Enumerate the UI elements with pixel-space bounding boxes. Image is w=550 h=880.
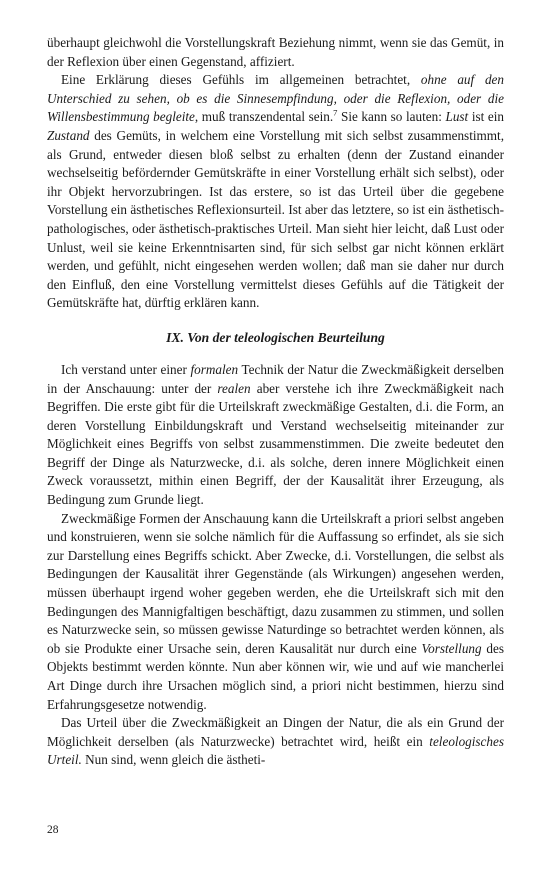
paragraph-formal-real-technique: [47, 361, 504, 510]
continued-paragraph: [47, 34, 504, 71]
paragraph-text: Eine Erklärung dieses Gefühls im allgemeinen betrachtet,: [61, 72, 421, 88]
italic-term-zustand: Zustand: [47, 127, 90, 143]
paragraph-text: Zweckmäßige Formen der Anschauung kann die Urteilskraft a priori selbst angeben und konstruieren, wenn sie solche nämlich für die Auffassung so erfindet, als sie sich zur Darstellung eines Begriffs schickt. Aber Zwecke, d.i. Vorstellungen, die selbst als Bedingungen der Kausalität ihrer Gegenstände (als Wirkungen) angesehen werden, müssen überhaupt irgend woher gegeben werden, ehe die Urteilskraft sich mit den Bedingungen des Mannigfaltigen beschäftigt, dazu zusammen zu stimmen, und sollen es Naturzwecke sein, so müssen gewisse Naturdinge so betrachtet werden können, als ob sie Produkte einer Ursache sein, deren Kausalität nur durch eine: [47, 510, 504, 656]
italic-term-realen: realen: [217, 380, 251, 396]
paragraph-text: aber verstehe ich ihre Zweckmäßigkeit nach Begriffen. Die erste gibt für die Urteilskraft zweckmäßige Gestalten, d.i. die Form, an deren Vorstellung Einbildungskraft und Verstand wechselseitig miteinander zur Möglichkeit eines Begriffs von selbst zusammenstimmen. Die zweite bedeutet den Begriff der Dinge als Naturzwecke, d.i. als solche, deren innere Möglichkeit einen Zweck voraussetzt, mithin einen Begriff, der der Kausalität ihrer Erzeugung, als Bedingung zum Grunde liegt.: [47, 380, 504, 508]
paragraph-text: Nun sind, wenn gleich die ästheti-: [81, 752, 266, 768]
paragraph-text: ist ein: [468, 109, 504, 125]
footnote-marker: 7: [333, 107, 338, 118]
italic-phrase: ohne auf den Unterschied zu sehen, ob es die Sinnesempfindung, oder die Reflexion, oder die Willensbestimmung begleite: [47, 72, 504, 125]
paragraph-teleological-judgment: [47, 714, 504, 770]
page-content: [47, 34, 504, 770]
paragraph-purposive-forms: [47, 510, 504, 715]
paragraph-text: Ich verstand unter einer: [61, 361, 191, 377]
italic-term-vorstellung: Vorstellung: [421, 640, 482, 656]
paragraph-text: Das Urteil über die Zweckmäßigkeit an Dingen der Natur, die als ein Grund der Möglichkeit derselben (als Naturzwecke) betrachtet wird, heißt ein: [47, 715, 504, 749]
paragraph-text: des Objekts bestimmt werden könnte. Nun aber können wir, wie und auf wie mancherlei Art Dinge durch ihre Ursachen möglich sind, a priori nicht bestimmen, hierzu sind Erfahrungsgesetze notwendig.: [47, 640, 504, 712]
paragraph-text: Sie kann so lauten:: [337, 109, 446, 125]
paragraph-text: des Gemüts, in welchem eine Vorstellung mit sich selbst zusammenstimmt, als Grund, entweder diesen bloß selbst zu erhalten (denn der Zustand einander wechselseitig befördernder Gemütskräfte in einer Vorstellung erhält sich selbst), oder ihr Objekt hervorzubringen. Ist das erstere, so ist das Urteil über die gegebene Vorstellung ein ästhetisches Reflexionsurteil. Ist aber das letztere, so ist ein ästhetisch-pathologisches, oder ästhetisch-praktisches Urteil. Man sieht hier leicht, daß Lust oder Unlust, weil sie keine Erkenntnisarten sind, für sich selbst gar nicht können erklärt werden, und gefühlt, nicht eingesehen werden wollen; daß man sie daher nur durch den Einfluß, den eine Vorstellung vermittelst dieses Gefühls auf die Tätigkeit der Gemütskräfte hat, dürftig erklären kann.: [47, 127, 504, 311]
page-number: 28: [47, 824, 59, 836]
italic-term-teleologisches-urteil: teleologisches Urteil.: [47, 733, 504, 768]
continued-paragraph-text: überhaupt gleichwohl die Vorstellungskraft Beziehung nimmt, wenn sie das Gemüt, in der Reflexion über einen Gegenstand, affiziert.: [47, 35, 504, 69]
paragraph-text: Technik der Natur die Zweckmäßigkeit derselben in der Anschauung: unter der: [47, 361, 505, 396]
paragraph-feeling-definition: [47, 71, 504, 313]
section-heading: IX. Von der teleologischen Beurteilung: [166, 329, 385, 345]
paragraph-text: , muß transzendental sein.: [194, 109, 334, 125]
italic-term-formalen: formalen: [190, 361, 239, 377]
italic-term-lust: Lust: [445, 109, 469, 125]
body-text: [47, 34, 504, 770]
